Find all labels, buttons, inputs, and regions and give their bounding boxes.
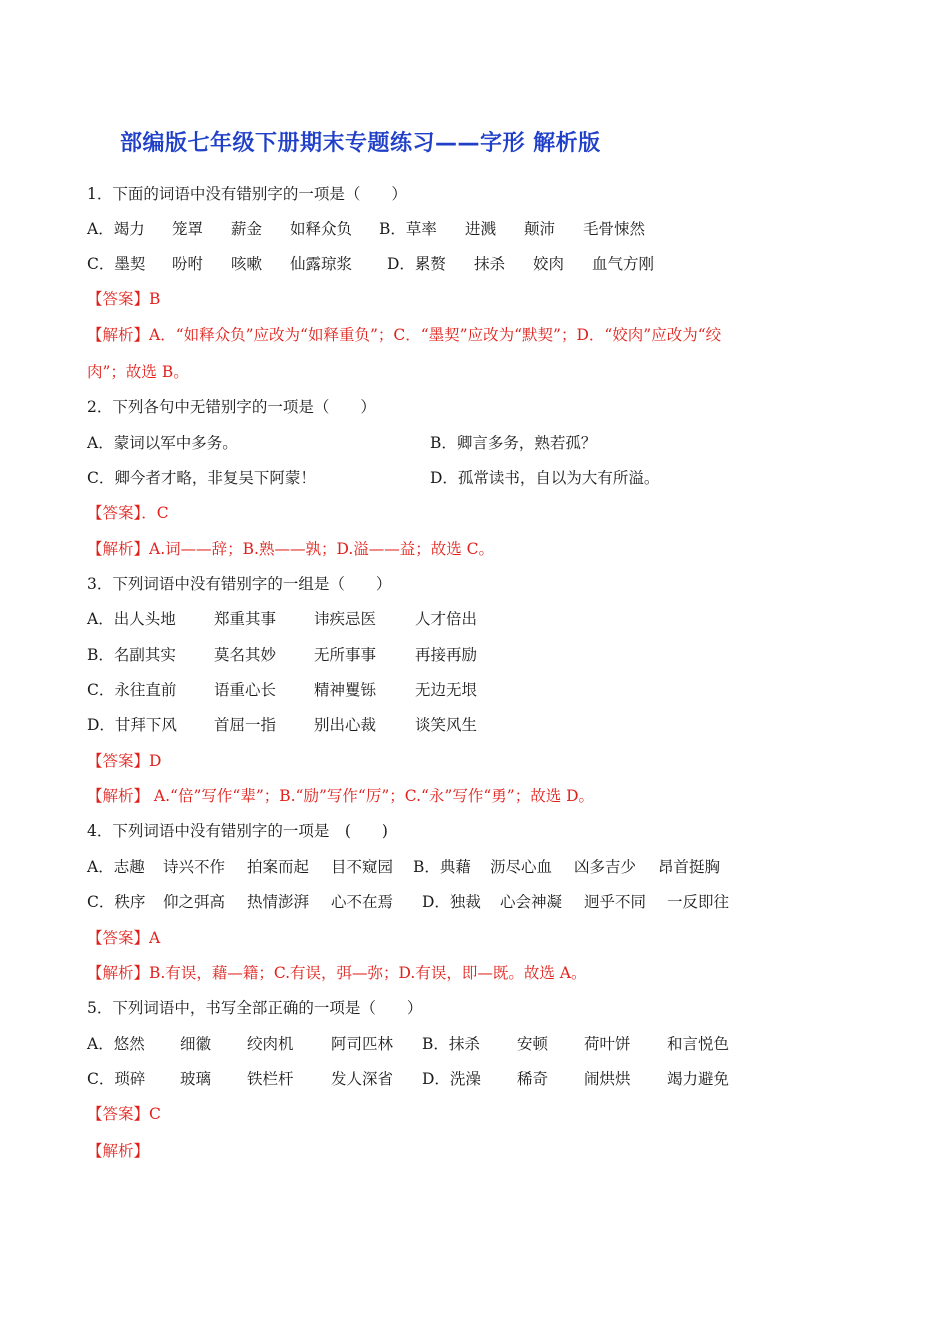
q3-word: 再接再励 xyxy=(415,646,478,664)
q3-option-row xyxy=(87,645,887,665)
q3-option-row xyxy=(87,609,887,629)
q5-word: 细徽 xyxy=(180,1035,212,1053)
q5-word: 绞肉机 xyxy=(247,1035,294,1053)
q1-word: 进溅 xyxy=(465,220,497,238)
q4-options-ab xyxy=(87,857,887,877)
q3-word: 首屈一指 xyxy=(214,716,277,734)
q4-word: 一反即往 xyxy=(667,893,730,911)
q1-word: 笼罩 xyxy=(172,220,204,238)
q4-word: 心会神凝 xyxy=(500,893,563,911)
q1-word: 吩咐 xyxy=(172,255,204,273)
q1-option-b: B．草率 xyxy=(379,220,437,238)
q2-answer: 【答案】．C xyxy=(87,504,169,522)
q1-word: 薪金 xyxy=(231,220,263,238)
q4-stem: 4．下列词语中没有错别字的一项是 ( ) xyxy=(87,822,388,840)
q1-word: 如释众负 xyxy=(290,220,353,238)
q1-option-c: C．墨契 xyxy=(87,255,146,273)
q2-options-ab xyxy=(87,433,887,453)
q3-word: 别出心裁 xyxy=(314,716,377,734)
q5-options-cd xyxy=(87,1069,887,1089)
q2-options-cd xyxy=(87,468,887,488)
q1-answer: 【答案】B xyxy=(87,290,161,308)
q1-word: 姣肉 xyxy=(533,255,565,273)
q3-word: 无所事事 xyxy=(314,646,377,664)
q2-option-d: D．孤常读书，自以为大有所溢。 xyxy=(430,469,660,487)
q3-word: 莫名其妙 xyxy=(214,646,277,664)
q3-word: 讳疾忌医 xyxy=(314,610,377,628)
q3-word: 无边无垠 xyxy=(415,681,478,699)
q4-word: 热情澎湃 xyxy=(247,893,310,911)
q4-word: 凶多吉少 xyxy=(574,858,637,876)
q5-word: 玻璃 xyxy=(180,1070,212,1088)
q5-word: 铁栏杆 xyxy=(247,1070,294,1088)
q3-word: 精神矍铄 xyxy=(314,681,377,699)
q1-options-cd xyxy=(87,254,887,274)
q3-word: 语重心长 xyxy=(214,681,277,699)
q5-word: 和言悦色 xyxy=(667,1035,730,1053)
q4-analysis: 【解析】B.有误，藉—籍；C.有误，弭—弥；D.有误，即—既。故选 A。 xyxy=(87,964,587,982)
q3-option-c: C．永往直前 xyxy=(87,681,177,699)
q3-option-row xyxy=(87,680,887,700)
q4-word: 仰之弭高 xyxy=(163,893,226,911)
q1-stem: 1．下面的词语中没有错别字的一项是（ ） xyxy=(87,185,407,203)
q4-option-d: D．独裁 xyxy=(422,893,481,911)
q2-stem: 2．下列各句中无错别字的一项是（ ） xyxy=(87,398,376,416)
q5-word: 安顿 xyxy=(517,1035,549,1053)
q5-stem: 5．下列词语中，书写全部正确的一项是（ ） xyxy=(87,999,423,1017)
q4-word: 拍案而起 xyxy=(247,858,310,876)
q4-option-b: B．典藉 xyxy=(413,858,471,876)
q5-answer: 【答案】C xyxy=(87,1105,161,1123)
q4-word: 沥尽心血 xyxy=(490,858,553,876)
q5-word: 发人深省 xyxy=(331,1070,394,1088)
q1-analysis-line2: 肉”；故选 B。 xyxy=(87,363,189,381)
q2-option-b: B．卿言多务，熟若孤？ xyxy=(430,434,597,452)
q1-word: 血气方刚 xyxy=(592,255,655,273)
q1-analysis-line1: 【解析】A．“如释众负”应改为“如释重负”；C．“墨契”应改为“默契”；D．“姣肉”应改为“绞 xyxy=(87,326,722,344)
q4-word: 心不在焉 xyxy=(331,893,394,911)
q4-word: 目不窥园 xyxy=(331,858,394,876)
q3-option-row xyxy=(87,715,887,735)
q4-option-a: A．志趣 xyxy=(87,858,145,876)
q4-option-c: C．秩序 xyxy=(87,893,146,911)
q3-word: 郑重其事 xyxy=(214,610,277,628)
q2-option-a: A．蒙词以军中多务。 xyxy=(87,434,238,452)
q1-word: 毛骨悚然 xyxy=(583,220,646,238)
q4-options-cd xyxy=(87,892,887,912)
q1-word: 抹杀 xyxy=(474,255,506,273)
q5-word: 闹烘烘 xyxy=(584,1070,631,1088)
q1-word: 咳嗽 xyxy=(231,255,263,273)
q5-word: 竭力避免 xyxy=(667,1070,730,1088)
q3-analysis: 【解析】 A.“倍”写作“辈”；B.“励”写作“厉”；C.“永”写作“勇”；故选 D。 xyxy=(87,787,595,805)
q1-options-ab xyxy=(87,219,887,239)
q3-option-b: B．名副其实 xyxy=(87,646,176,664)
q5-option-c: C．琐碎 xyxy=(87,1070,146,1088)
q2-analysis: 【解析】A.词——辞；B.熟——孰；D.溢——益；故选 C。 xyxy=(87,540,495,558)
q1-word: 颠沛 xyxy=(524,220,556,238)
q3-stem: 3．下列词语中没有错别字的一组是（ ） xyxy=(87,575,392,593)
page-title: 部编版七年级下册期末专题练习——字形 解析版 xyxy=(120,131,601,156)
q5-option-d: D．洗澡 xyxy=(422,1070,481,1088)
q5-options-ab xyxy=(87,1034,887,1054)
q5-word: 荷叶饼 xyxy=(584,1035,631,1053)
q1-option-d: D．累赘 xyxy=(387,255,446,273)
q2-option-c: C．卿今者才略，非复吴下阿蒙！ xyxy=(87,469,316,487)
q4-word: 诗兴不作 xyxy=(163,858,226,876)
q3-word: 谈笑风生 xyxy=(415,716,478,734)
q4-word: 迥乎不同 xyxy=(584,893,647,911)
q4-word: 昂首挺胸 xyxy=(658,858,721,876)
q1-option-a: A．竭力 xyxy=(87,220,145,238)
q3-option-d: D．甘拜下风 xyxy=(87,716,177,734)
q5-word: 阿司匹林 xyxy=(331,1035,394,1053)
q4-answer: 【答案】A xyxy=(87,929,161,947)
q5-option-b: B．抹杀 xyxy=(422,1035,480,1053)
q3-answer: 【答案】D xyxy=(87,752,162,770)
q5-analysis: 【解析】 xyxy=(87,1142,150,1160)
q5-option-a: A．悠然 xyxy=(87,1035,145,1053)
q3-option-a: A．出人头地 xyxy=(87,610,176,628)
q3-word: 人才倍出 xyxy=(415,610,478,628)
q5-word: 稀奇 xyxy=(517,1070,549,1088)
q1-word: 仙露琼浆 xyxy=(290,255,353,273)
